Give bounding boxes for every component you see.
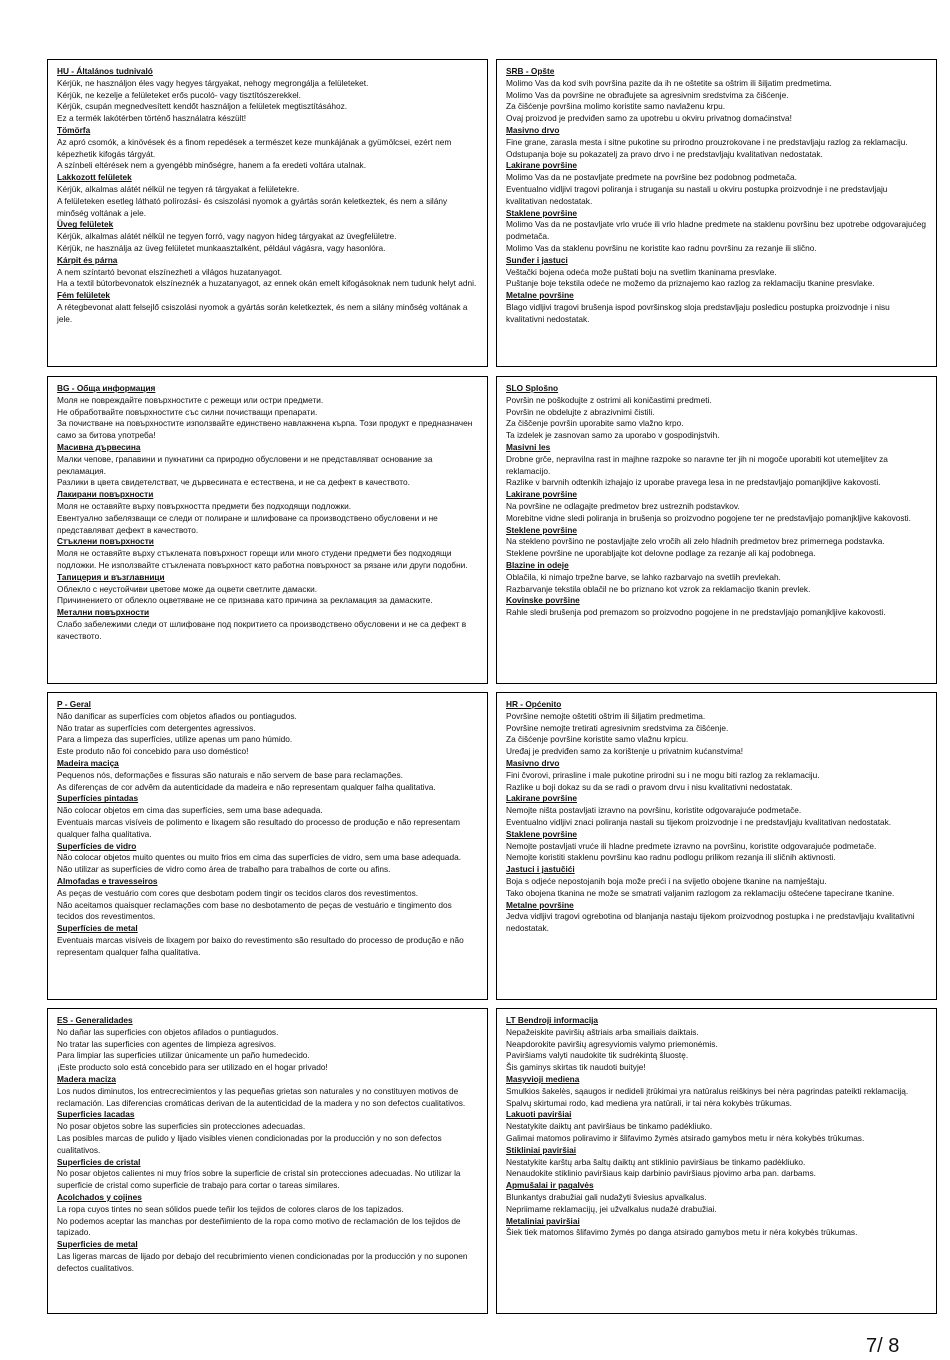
section-box-lt xyxy=(496,1008,937,1314)
text-line: A nem színtartó bevonat elszínezheti a világos huzatanyagot. xyxy=(57,266,283,277)
subsection-heading: Масивна дървесина xyxy=(57,441,141,452)
text-line: Не обработвайте повърхностите със силни почистващи препарати. xyxy=(57,406,318,417)
subsection-heading: Sunđer i jastuci xyxy=(506,254,568,265)
section-heading: BG - Обща информация xyxy=(57,383,156,393)
text-line: Kérjük, ne használja az üveg felületet munkaasztalként, például vágásra, vagy hasonlóra. xyxy=(57,242,386,253)
text-line: Drobne grče, nepravilna rast in majhne razpoke so naravne ter jih ni mogoče uporabiti kot utemeljitev za reklamacijo. xyxy=(506,453,888,476)
text-line: ¡Este producto solo está concebido para ser utilizado en el hogar privado! xyxy=(57,1062,328,1073)
text-line: Ovaj proizvod je predviđen samo za upotrebu u okviru privatnog domaćinstva! xyxy=(506,113,792,124)
text-line: Não danificar as superfícies com objetos afiados ou pontiagudos. xyxy=(57,710,297,721)
text-line: Za čišćenje površina molimo koristite samo navlaženu krpu. xyxy=(506,101,726,112)
text-line: Kérjük, ne kezelje a felületeket erős pucoló- vagy tisztítószerekkel. xyxy=(57,89,301,100)
text-line: Razlike u boji dokaz su da se radi o pravom drvu i nisu kvalitativni nedostatak. xyxy=(506,781,793,792)
text-line: Veštački bojena odeća može puštati boju na svetlim tkaninama presvlake. xyxy=(506,266,777,277)
text-line: A felületeken esetleg látható polírozási- és csiszolási nyomok a gyártás során keletkeztek, és nem a silány minőség voltának a jele. xyxy=(57,195,448,218)
section-es xyxy=(57,1015,479,1275)
subsection-heading: Masyvioji mediena xyxy=(506,1073,580,1084)
subsection-heading: Lakirane površine xyxy=(506,489,578,500)
text-line: Na površine ne odlagajte predmetov brez ustreznih podstavkov. xyxy=(506,500,740,511)
subsection-heading: Lakirane površine xyxy=(506,160,578,171)
text-line: Não utilizar as superfícies de vidro como área de trabalho para trabalhos de corte ou afins. xyxy=(57,864,391,875)
text-line: Eventuais marcas visíveis de lixagem por baixo do revestimento são resultado do processo de produção e não representam qualquer falha qualitativa. xyxy=(57,934,464,957)
text-line: A színbeli eltérések nem a gyengébb minőségre, hanem a fa eredeti voltára utalnak. xyxy=(57,160,367,171)
section-box-bg xyxy=(47,376,488,684)
subsection-heading: Staklene površine xyxy=(506,828,578,839)
subsection-heading: Masivno drvo xyxy=(506,124,560,135)
text-line: Oblačila, ki nimajo trpežne barve, se lahko razbarvajo na svetlih prevlekah. xyxy=(506,571,781,582)
text-line: Površin ne obdelujte z abrazivnimi čistili. xyxy=(506,406,655,417)
text-line: Uređaj je predviđen samo za korištenje u privatnim kućanstvima! xyxy=(506,746,744,757)
subsection-heading: Superfícies de vidro xyxy=(57,840,137,851)
section-heading: ES - Generalidades xyxy=(57,1015,133,1025)
text-line: Este produto não foi concebido para uso doméstico! xyxy=(57,746,249,757)
text-line: Fini čvorovi, prirasline i male pukotine prirodni su i ne mogu biti razlog za reklamaciju. xyxy=(506,769,820,780)
subsection-heading: Metalne površine xyxy=(506,899,574,910)
text-line: Моля не повреждайте повърхностите с режещи или остри предмети. xyxy=(57,394,324,405)
text-line: Morebitne vidne sledi poliranja in brušenja so proizvodno pogojene ter ne predstavljajo pomanjkljive kakovosti. xyxy=(506,512,911,523)
text-line: Molimo Vas da ne postavljate vrlo vruće ili vrlo hladne predmete na staklenu površinu bez upotrebe odgovarajućeg podmetača. xyxy=(506,219,927,242)
subsection-heading: Lakkozott felületek xyxy=(57,172,132,183)
text-line: As diferenças de cor advêm da autenticidade da madeira e não representam qualquer falha qualitativa. xyxy=(57,781,436,792)
subsection-heading: Kovinske površine xyxy=(506,595,580,606)
text-line: Малки чепове, грапавини и пукнатини са природно обусловени и не представляват основание за рекламация. xyxy=(57,453,433,476)
text-line: Jedva vidljivi tragovi ogrebotina od blanjanja nastaju tijekom proizvodnog postupka i ne predstavljaju kvalitativni nedostatak. xyxy=(506,911,915,934)
subsection-heading: Kárpit és párna xyxy=(57,254,118,265)
text-line: Não tratar as superfícies com detergentes agressivos. xyxy=(57,722,256,733)
section-box-p xyxy=(47,692,488,1000)
section-box-hu xyxy=(47,59,488,367)
subsection-heading: Apmušalai ir pagalvės xyxy=(506,1180,594,1191)
subsection-heading: Almofadas e travesseiros xyxy=(57,875,158,886)
text-line: La ropa cuyos tintes no sean sólidos puede teñir los tejidos de colores claros de los tapizados. xyxy=(57,1203,404,1214)
text-line: No dañar las superficies con objetos afilados o puntiagudos. xyxy=(57,1026,279,1037)
text-line: Šis gaminys skirtas tik naudoti buityje! xyxy=(506,1062,646,1073)
text-line: Boja s odjeće nepostojanih boja može preći i na svijetlo obojene tkanine na namještaju. xyxy=(506,875,827,886)
text-line: Nemojte postavljati vruće ili hladne predmete izravno na površinu, koristite odgovarajuće podmetače. xyxy=(506,840,877,851)
text-line: Molimo Vas da površine ne obrađujete sa agresivnim sredstvima za čišćenje. xyxy=(506,89,789,100)
text-line: Spalvų skirtumai rodo, kad mediena yra natūrali, ir tai nėra kokybės trūkumas. xyxy=(506,1097,792,1108)
subsection-heading: Jastuci i jastučići xyxy=(506,864,575,875)
subsection-heading: Тапицерия и възглавници xyxy=(57,571,165,582)
text-line: Разлики в цвета свидетелстват, че дървесината е естествена, и не са дефект в качеството. xyxy=(57,477,410,488)
subsection-heading: Metaliniai paviršiai xyxy=(506,1215,580,1226)
text-line: Šiek tiek matomos šlifavimo žymės po danga atsirado gamybos metu ir nėra kokybės trūkumas. xyxy=(506,1227,858,1238)
text-line: Steklene površine ne uporabljajte kot delovne podlage za rezanje ali kaj podobnega. xyxy=(506,548,816,559)
text-line: Rahle sledi brušenja pod premazom so proizvodno pogojene in ne predstavljajo pomanjkljive kakovosti. xyxy=(506,607,886,618)
text-line: Razbarvanje tekstila oblačil ne bo priznano kot vzrok za reklamacijo tkanin prevlek. xyxy=(506,583,811,594)
section-srb xyxy=(506,66,928,326)
text-line: Površin ne poškodujte z ostrimi ali koničastimi predmeti. xyxy=(506,394,712,405)
subsection-heading: Tömörfa xyxy=(57,124,91,135)
text-line: Kérjük, csupán megnedvesített kendőt használjon a felületek megtisztításához. xyxy=(57,101,348,112)
text-line: Smulkios šakelės, sąaugos ir nedideli įtrūkimai yra natūralus reiškinys bei nėra pagrindas pateikti reklamaciją. xyxy=(506,1085,909,1096)
text-line: Los nudos diminutos, los entrecrecimientos y las pequeñas grietas son naturales y no constituyen motivos de reclamación. Las diferencias cromáticas derivan de la autenticidad de la madera y no son defectos cualitativos. xyxy=(57,1085,466,1108)
text-line: Tako obojena tkanina ne može se smatrati valjanim razlogom za reklamaciju oštećene tapecirane tkanine. xyxy=(506,887,895,898)
section-box-slo xyxy=(496,376,937,684)
subsection-heading: Staklene površine xyxy=(506,207,578,218)
text-line: Para limpiar las superficies utilizar únicamente un paño humedecido. xyxy=(57,1050,310,1061)
subsection-heading: Superficies de cristal xyxy=(57,1156,141,1167)
text-line: Za čišćenje površine koristite samo vlažnu krpicu. xyxy=(506,734,689,745)
text-line: Kérjük, ne használjon éles vagy hegyes tárgyakat, nehogy megrongálja a felületeket. xyxy=(57,77,369,88)
text-line: No posar objetos calientes ni muy fríos sobre la superficie de cristal sin protecciones adecuadas. No utilizar la superficie de cristal como superficie de trabajo para cortar o tareas similares. xyxy=(57,1168,461,1191)
text-line: Neapdorokite paviršių agresyviomis valymo priemonėmis. xyxy=(506,1038,718,1049)
text-line: Odstupanja boje su pokazatelj za pravo drvo i ne predstavljaju kvalitativan nedostatak. xyxy=(506,148,823,159)
text-line: Nemojte koristiti staklenu površinu kao radnu podlogu prilikom rezanja ili sličnih aktivnosti. xyxy=(506,852,836,863)
text-line: Nestatykite karštų arba šaltų daiktų ant stiklinio paviršiaus be tinkamo padėkliuko. xyxy=(506,1156,806,1167)
subsection-heading: Madeira maciça xyxy=(57,757,119,768)
section-bg xyxy=(57,383,479,643)
text-line: Paviršiams valyti naudokite tik sudrėkintą šluostę. xyxy=(506,1050,689,1061)
section-slo xyxy=(506,383,928,619)
text-line: Las posibles marcas de pulido y lijado visibles vienen condicionadas por la producción y no son defectos cualitativos. xyxy=(57,1132,442,1155)
text-line: Eventuais marcas visíveis de polimento e lixagem são resultado do processo de produção e não representam qualquer falha qualitativa. xyxy=(57,816,461,839)
text-line: Евентуално забелязващи се следи от полиране и шлифоване са производствено обусловени и не представляват дефект в качеството. xyxy=(57,512,438,535)
text-line: Kérjük, alkalmas alátét nélkül ne tegyen rá tárgyakat a felületekre. xyxy=(57,183,300,194)
text-line: Nenaudokite stiklinio paviršiaus kaip darbinio paviršiaus pjovimo arba pan. darbams. xyxy=(506,1168,816,1179)
subsection-heading: Acolchados y cojines xyxy=(57,1191,142,1202)
text-line: Az apró csomók, a kinövések és a finom repedések a természet keze munkájának a gyümölcsei, ezért nem képezhetik kifogás tárgyát. xyxy=(57,136,452,159)
text-line: Ha a textil bútorbevonatok elszíneznék a huzatanyagot, az ennek okán emelt kifogásoknak nem tudunk helyt adni. xyxy=(57,278,477,289)
text-line: Molimo Vas da staklenu površinu ne koristite kao radnu površinu za rezanje ili slično. xyxy=(506,242,817,253)
text-line: Моля не оставяйте върху стъклената повърхност горещи или много студени предмети без подходящи подложки. Не използвайте стъклената повърхност като работна повърхност за рязане или други подобни. xyxy=(57,548,468,570)
text-line: Molimo Vas da ne postavljate predmete na površine bez podobnog podmetača. xyxy=(506,172,797,183)
subsection-heading: Lakirane površine xyxy=(506,793,578,804)
text-line: Blunkantys drabužiai gali nudažyti šviesius apvalkalus. xyxy=(506,1191,707,1202)
section-hr xyxy=(506,699,928,935)
text-line: Моля не оставяйте върху повърхността предмети без подходящи подложки. xyxy=(57,500,352,511)
subsection-heading: Superfícies pintadas xyxy=(57,793,139,804)
subsection-heading: Лакирани повърхности xyxy=(57,489,154,500)
section-hu xyxy=(57,66,479,326)
text-line: Não aceitamos quaisquer reclamações com base no desbotamento de peças de vestuário e tingimento dos tecidos dos revestimentos. xyxy=(57,899,452,922)
text-line: Nepriimame reklamacijų, jei užvalkalus nudažė drabužiai. xyxy=(506,1203,717,1214)
text-line: Fine grane, zarasla mesta i sitne pukotine su prirodno prouzrokovane i ne predstavljaju razlog za reklamaciju. xyxy=(506,136,908,147)
text-line: Razlike v barvnih odtenkih izhajajo iz uporabe pravega lesa in ne predstavljajo pomanjkljive kakovosti. xyxy=(506,477,881,488)
text-line: Blago vidljivi tragovi brušenja ispod površinskog sloja predstavljaju posledicu postupka proizvodnje i nisu kvalitativni nedostatak. xyxy=(506,301,890,324)
section-heading: LT Bendroji informacija xyxy=(506,1015,599,1025)
subsection-heading: Lakuoti paviršiai xyxy=(506,1109,572,1120)
text-line: Para a limpeza das superfícies, utilize apenas um pano húmido. xyxy=(57,734,293,745)
subsection-heading: Blazine in odeje xyxy=(506,559,569,570)
section-box-srb xyxy=(496,59,937,367)
text-line: Ta izdelek je zasnovan samo za uporabo v gospodinjstvih. xyxy=(506,430,720,441)
subsection-heading: Stikliniai paviršiai xyxy=(506,1144,577,1155)
page-number: 7/ 8 xyxy=(866,1335,900,1357)
subsection-heading: Üveg felületek xyxy=(57,219,114,230)
section-heading: HU - Általános tudnivaló xyxy=(57,66,153,76)
text-line: Površine nemojte oštetiti oštrim ili šiljatim predmetima. xyxy=(506,710,706,721)
text-line: Puštanje boje tekstila odeće ne možemo da priznajemo kao razlog za reklamaciju tkanine presvlake. xyxy=(506,278,875,289)
text-line: No tratar las superficies con agentes de limpieza agresivos. xyxy=(57,1038,277,1049)
section-p xyxy=(57,699,479,959)
text-line: За почистване на повърхностите използвайте единствено навлажнена кърпа. Този продукт е предназначен само за битова употреба! xyxy=(57,418,473,441)
text-line: Причинението от облекло оцветяване не се признава като причина за рекламация за дамаските. xyxy=(57,595,433,606)
subsection-heading: Masivno drvo xyxy=(506,757,560,768)
text-line: Eventualno vidljivi znaci poliranja nastali su tijekom proizvodnje i ne predstavljaju kvalitativan nedostatak. xyxy=(506,816,892,827)
subsection-heading: Masivni les xyxy=(506,441,551,452)
text-line: A rétegbevonat alatt felsejlő csiszolási nyomok a gyártás során keletkeztek, és nem a silány minőség voltának a jele. xyxy=(57,301,468,324)
subsection-heading: Fém felületek xyxy=(57,290,111,301)
text-line: Pequenos nós, deformações e fissuras são naturais e não servem de base para reclamações. xyxy=(57,769,403,780)
subsection-heading: Superfícies de metal xyxy=(57,923,138,934)
text-line: Não colocar objetos muito quentes ou muito frios em cima das superfícies de vidro, sem uma base adequada. xyxy=(57,852,461,863)
section-lt xyxy=(506,1015,928,1239)
section-heading: P - Geral xyxy=(57,699,91,709)
section-heading: SRB - Opšte xyxy=(506,66,555,76)
text-line: As peças de vestuário com cores que desbotam podem tingir os tecidos claros dos revestimentos. xyxy=(57,887,419,898)
subsection-heading: Steklene površine xyxy=(506,524,578,535)
text-line: Molimo Vas da kod svih površina pazite da ih ne oštetite sa oštrim ili šiljatim predmetima. xyxy=(506,77,832,88)
section-heading: HR - Općenito xyxy=(506,699,562,709)
text-line: Слабо забележими следи от шлифоване под покритието са производствено обусловени и не са дефект в качеството. xyxy=(57,618,467,641)
subsection-heading: Superficies lacadas xyxy=(57,1109,135,1120)
subsection-heading: Стъклени повърхности xyxy=(57,536,154,547)
text-line: Kérjük, alkalmas alátét nélkül ne tegyen forró, vagy nagyon hideg tárgyakat az üvegfelületre. xyxy=(57,231,397,242)
subsection-heading: Madera maciza xyxy=(57,1073,117,1084)
text-line: Nepažeiskite paviršių aštriais arba smailiais daiktais. xyxy=(506,1026,699,1037)
text-line: Eventualno vidljivi tragovi poliranja i struganja su nastali u okviru postupka proizvodnje i ne predstavljaju kvalitativan nedostatak. xyxy=(506,183,888,206)
text-line: Ez a termék lakótérben történő használatra készült! xyxy=(57,113,247,124)
text-line: Não colocar objetos em cima das superfícies, sem uma base adequada. xyxy=(57,805,323,816)
text-line: Galimai matomos poliravimo ir šlifavimo žymės atsirado gamybos metu ir nėra kokybės trūkumas. xyxy=(506,1132,865,1143)
text-line: No podemos aceptar las manchas por desteñimiento de la ropa como motivo de reclamación de los tejidos de tapizado. xyxy=(57,1215,461,1238)
text-line: Za čiščenje površin uporabite samo vlažno krpo. xyxy=(506,418,684,429)
text-line: Las ligeras marcas de lijado por debajo del recubrimiento vienen condicionadas por la producción y no suponen defectos cualitativos. xyxy=(57,1250,468,1273)
section-heading: SLO Splošno xyxy=(506,383,559,393)
text-line: No posar objetos sobre las superficies sin protecciones adecuadas. xyxy=(57,1121,306,1132)
subsection-heading: Metalne površine xyxy=(506,290,574,301)
text-line: Na stekleno površino ne postavljajte zelo vročih ali zelo hladnih predmetov brez primernega podstavka. xyxy=(506,536,885,547)
text-line: Облекло с неустойчиви цветове може да оцвети светлите дамаски. xyxy=(57,583,318,594)
text-line: Nemojte ništa postavljati izravno na površinu, koristite odgovarajuće podmetače. xyxy=(506,805,802,816)
section-box-es xyxy=(47,1008,488,1314)
text-line: Površine nemojte tretirati agresivnim sredstvima za čišćenje. xyxy=(506,722,729,733)
subsection-heading: Метални повърхности xyxy=(57,607,150,618)
text-line: Nestatykite daiktų ant paviršiaus be tinkamo padėkliuko. xyxy=(506,1121,713,1132)
subsection-heading: Superficies de metal xyxy=(57,1239,138,1250)
section-box-hr xyxy=(496,692,937,1000)
